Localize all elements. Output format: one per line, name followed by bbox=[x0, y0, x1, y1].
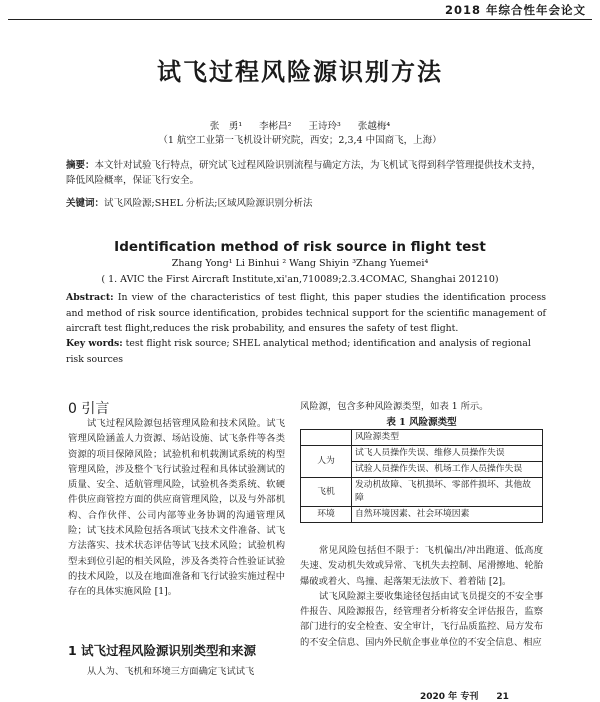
journal-header: 2018 年综合性年会论文 bbox=[444, 3, 586, 17]
paper-title-en: Identification method of risk source in flight test bbox=[114, 239, 486, 255]
table-cell bbox=[301, 430, 352, 446]
keywords-cn bbox=[66, 195, 544, 209]
section-heading-intro: 0 引言 bbox=[68, 401, 110, 417]
table-category-cell: 环境 bbox=[301, 507, 352, 523]
abstract-cn-text: 本文针对试验飞行特点，研究试飞过程风险识别流程与确定方法，为飞机试飞得到科学管理提供技术支持，降低风险概率，保证飞行安全。 bbox=[66, 160, 542, 186]
authors-en: Zhang Yong¹ Li Binhui ² Wang Shiyin ³Zhang Yuemei⁴ bbox=[171, 258, 429, 269]
table-category-cell: 飞机 bbox=[301, 478, 352, 507]
section-heading-1: 1 试飞过程风险源识别类型和来源 bbox=[68, 643, 257, 658]
page-footer: 2020 年 专刊 21 bbox=[420, 692, 509, 702]
abstract-en-text: In view of the characteristics of test flight, this paper studies the identification process and method of risk source identification, probides technical support for the scientific management of aircraft test flight,reduces the risk probability, and ensures the safety of test flight. bbox=[66, 292, 546, 334]
abstract-cn-label: 摘要： bbox=[66, 160, 95, 171]
abstract-en bbox=[66, 290, 546, 337]
table-header-cell: 风险源类型 bbox=[352, 430, 543, 446]
paper-title-cn: 试飞过程风险源识别方法 bbox=[157, 57, 443, 86]
affiliation-cn: （1 航空工业第一飞机设计研究院，西安；2,3,4 中国商飞，上海） bbox=[158, 135, 442, 146]
table-cell: 发动机故障、飞机损坏、零部件损坏、其他故障 bbox=[352, 478, 543, 507]
authors-cn bbox=[0, 118, 600, 132]
paragraph: 试飞风险源主要收集途径包括由试飞员提交的不安全事件报告、风险源报告，经管理者分析将安全评估报告，监察部门进行的安全检查、安全审计，飞行品质监控、局方发布的不安全信息、国内外民航企事业单位的不安全信息、相应 bbox=[300, 590, 543, 648]
risk-source-table bbox=[300, 429, 543, 523]
keywords-en-text: test flight risk source; SHEL analytical method; identification and analysis of regional risk sources bbox=[66, 338, 531, 365]
abstract-en-label: Abstract: bbox=[66, 292, 114, 303]
author-cn: 张 勇¹ bbox=[209, 121, 243, 132]
table-row bbox=[301, 446, 543, 462]
paragraph: 常见风险包括但不限于：飞机偏出/冲出跑道、低高度失速、发动机失效或异常、飞机失去控制、尾滑擦地、轮胎爆破或着火、鸟撞、起落架无法放下、着着陆 [2]。 bbox=[300, 545, 543, 587]
table-cell: 试验人员操作失误、机场工作人员操作失误 bbox=[352, 462, 543, 478]
header-rule bbox=[8, 19, 592, 20]
table-category-cell: 人为 bbox=[301, 446, 352, 478]
author-cn: 张越梅⁴ bbox=[357, 121, 391, 132]
right-column-text bbox=[300, 543, 543, 650]
table-row bbox=[301, 507, 543, 523]
keywords-cn-label: 关键词： bbox=[66, 198, 105, 209]
affiliation-en: ( 1. AVIC the First Aircraft Institute,xi'an,710089;2.3.4COMAC, Shanghai 201210) bbox=[101, 274, 499, 285]
intro-paragraph: 试飞过程风险源包括管理风险和技术风险。试飞管理风险涵盖人力资源、场站设施、试飞条件等各类资源的项目保障风险；试验机和机载测试系统的构型管理风险，涉及整个飞行试验过程和具体试验测试的质量、安全、适航管理风险，试验机各类系统、软硬件供应商管控方面的供应商管理风险，以及与外部机构、合作伙伴、公司内部等业务协调的沟通管理风险；试飞技术风险包括各项试飞技术文件准备、试飞方法落实、技术状态评估等试飞技术风险；试验机构型未到位引起的相关风险，涉及各类符合性验证试验的技术风险，以及在地面准备和飞行试验实施过程中存在的具体实施风险 [1]。 bbox=[68, 418, 285, 598]
table-cell: 试飞人员操作失误、维修人员操作失误 bbox=[352, 446, 543, 462]
keywords-en bbox=[66, 336, 546, 367]
table-caption: 表 1 风险源类型 bbox=[386, 417, 457, 428]
table-row bbox=[301, 478, 543, 507]
keywords-en-label: Key words: bbox=[66, 338, 123, 349]
table-intro-text: 风险源，包含多种风险源类型，如表 1 所示。 bbox=[300, 401, 489, 412]
abstract-cn bbox=[66, 158, 544, 188]
section1-paragraph: 从人为、飞机和环境三方面确定飞试试飞 bbox=[87, 666, 255, 677]
author-cn: 王诗玲³ bbox=[308, 121, 341, 132]
table-row bbox=[301, 430, 543, 446]
keywords-cn-text: 试飞风险源;SHEL 分析法;区域风险源识别分析法 bbox=[104, 198, 313, 209]
author-cn: 李彬昌² bbox=[259, 121, 292, 132]
table-cell: 自然环境因素、社会环境因素 bbox=[352, 507, 543, 523]
